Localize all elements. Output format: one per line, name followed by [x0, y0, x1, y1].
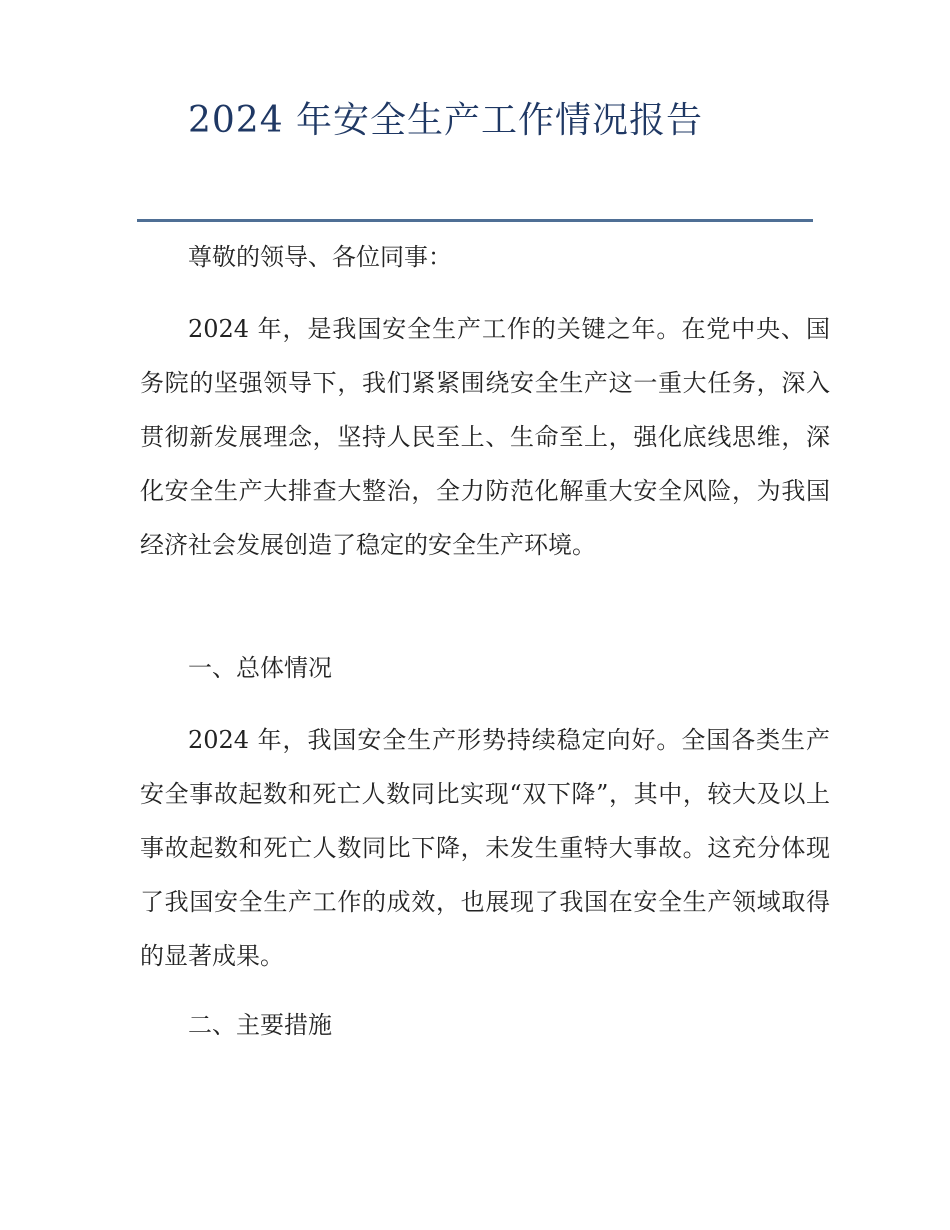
greeting-block	[140, 230, 830, 284]
section-heading-block-1	[140, 641, 830, 695]
title-divider	[137, 219, 813, 222]
section-heading-1: 一、总体情况	[188, 654, 332, 682]
paragraph-block-2	[140, 713, 830, 983]
body-paragraph-1: 2024 年，是我国安全生产工作的关键之年。在党中央、国务院的坚强领导下，我们紧紧围绕安全生产这一重大任务，深入贯彻新发展理念，坚持人民至上、生命至上，强化底线思维，深化安全生产大排查大整治，全力防范化解重大安全风险，为我国经济社会发展创造了稳定的安全生产环境。	[140, 315, 830, 559]
document-title: 2024 年安全生产工作情况报告	[188, 100, 704, 141]
paragraph-block-1	[140, 302, 830, 572]
body-paragraph-2: 2024 年，我国安全生产形势持续稳定向好。全国各类生产安全事故起数和死亡人数同比实现“双下降”，其中，较大及以上事故起数和死亡人数同比下降，未发生重特大事故。这充分体现了我国安全生产工作的成效，也展现了我国在安全生产领域取得的显著成果。	[140, 726, 830, 970]
greeting-text: 尊敬的领导、各位同事：	[188, 243, 452, 271]
section-heading-2: 二、主要措施	[188, 1011, 332, 1039]
section-heading-block-2	[140, 998, 830, 1052]
